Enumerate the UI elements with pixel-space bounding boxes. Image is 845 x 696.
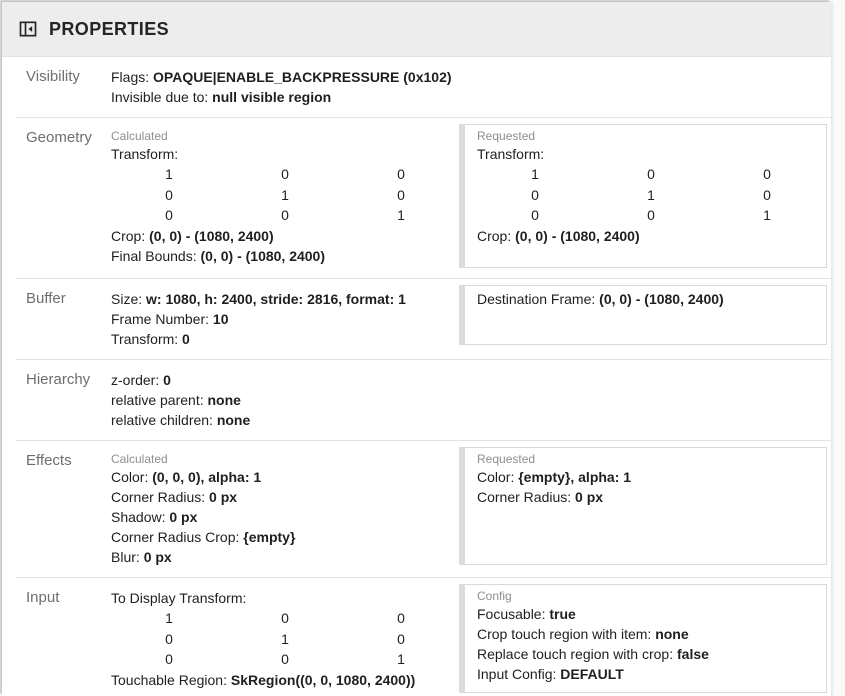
buffer-left-column [111,289,459,349]
z-order-value: 0 [163,372,171,388]
section-geometry-label: Geometry [26,129,92,146]
destination-frame-row: Destination Frame: (0, 0) - (1080, 2400) [477,291,724,307]
touchable-region-row: Touchable Region: SkRegion((0, 0, 1080, 2400)) [111,671,416,688]
final-bounds-value: (0, 0) - (1080, 2400) [200,247,326,264]
relative-children-row: relative children: none [111,412,251,428]
calculated-caption: Calculated [111,129,168,143]
input-config-value: DEFAULT [560,666,624,682]
relative-children-value: none [216,412,251,428]
to-display-transform-label: To Display Transform: [111,590,247,606]
visibility-left-column [111,67,459,107]
geometry-requested-box [459,124,827,268]
section-hierarchy [2,360,831,440]
config-caption: Config [477,589,512,603]
section-input [2,578,831,696]
buffer-destination-box [459,285,827,345]
focusable-row: Focusable: true [477,606,576,622]
panel-collapse-icon[interactable] [17,18,39,40]
touchable-region-value: SkRegion((0, 0, 1080, 2400)) [230,671,416,688]
color-value: {empty}, alpha: 1 [518,469,632,485]
requested-caption: Requested [477,452,536,466]
section-visibility-label: Visibility [26,68,80,85]
section-effects [2,441,831,577]
corner-radius-crop-row: Corner Radius Crop: {empty} [111,529,296,545]
transform-matrix: 1 0 0 0 1 0 0 0 1 [531,166,771,223]
transform-label: Transform: [111,146,179,162]
crop-value: (0, 0) - (1080, 2400) [149,227,274,244]
flags-value: OPAQUE|ENABLE_BACKPRESSURE (0x102) [153,69,452,85]
crop-row: Crop: (0, 0) - (1080, 2400) [111,227,274,244]
blur-value: 0 px [143,549,172,565]
invisible-row: Invisible due to: null visible region [111,89,332,105]
section-buffer-label: Buffer [26,290,66,307]
input-left-column [111,588,459,690]
input-config-row: Input Config: DEFAULT [477,666,624,682]
hierarchy-left-column [111,370,459,430]
transform-label: Transform: [477,146,545,162]
crop-value: (0, 0) - (1080, 2400) [515,227,640,244]
relative-parent-value: none [207,392,241,408]
destination-frame-value: (0, 0) - (1080, 2400) [599,291,724,307]
shadow-value: 0 px [169,509,198,525]
size-value: w: 1080, h: 2400, stride: 2816, format: 1 [146,291,406,307]
buffer-transform-value: 0 [182,331,190,347]
z-order-row: z-order: 0 [111,372,171,388]
focusable-value: true [549,606,576,622]
calculated-caption: Calculated [111,452,168,466]
corner-radius-value: 0 px [575,489,604,505]
properties-panel [2,2,831,696]
to-display-transform-matrix: 1 0 0 0 1 0 0 0 1 [165,610,405,667]
transform-matrix: 1 0 0 0 1 0 0 0 1 [165,166,405,223]
section-geometry [2,118,831,278]
frame-number-row: Frame Number: 10 [111,311,229,327]
size-row: Size: w: 1080, h: 2400, stride: 2816, format: 1 [111,291,406,307]
shadow-row: Shadow: 0 px [111,509,198,525]
color-row: Color: {empty}, alpha: 1 [477,469,632,485]
input-config-box [459,584,827,693]
section-visibility [2,57,831,117]
flags-row: Flags: OPAQUE|ENABLE_BACKPRESSURE (0x102) [111,69,452,85]
crop-row: Crop: (0, 0) - (1080, 2400) [477,227,640,244]
replace-touch-region-value: false [677,646,709,662]
invisible-value: null visible region [212,89,332,105]
section-hierarchy-label: Hierarchy [26,371,91,388]
final-bounds-row: Final Bounds: (0, 0) - (1080, 2400) [111,247,326,264]
corner-radius-value: 0 px [209,489,238,505]
relative-parent-row: relative parent: none [111,392,241,408]
crop-touch-region-row: Crop touch region with item: none [477,626,689,642]
corner-radius-row: Corner Radius: 0 px [477,489,604,505]
section-buffer [2,279,831,359]
section-input-label: Input [26,589,60,606]
corner-radius-row: Corner Radius: 0 px [111,489,238,505]
replace-touch-region-row: Replace touch region with crop: false [477,646,709,662]
effects-calculated [111,451,459,567]
color-value: (0, 0, 0), alpha: 1 [152,469,262,485]
page-title: PROPERTIES [49,18,170,39]
buffer-transform-row: Transform: 0 [111,331,190,347]
color-row: Color: (0, 0, 0), alpha: 1 [111,469,262,485]
corner-radius-crop-value: {empty} [243,529,296,545]
panel-header [2,2,831,57]
geometry-calculated [111,128,459,266]
effects-requested-box [459,447,827,565]
frame-number-value: 10 [212,311,229,327]
crop-touch-region-value: none [655,626,689,642]
blur-row: Blur: 0 px [111,549,172,565]
section-effects-label: Effects [26,452,72,469]
requested-caption: Requested [477,129,536,143]
